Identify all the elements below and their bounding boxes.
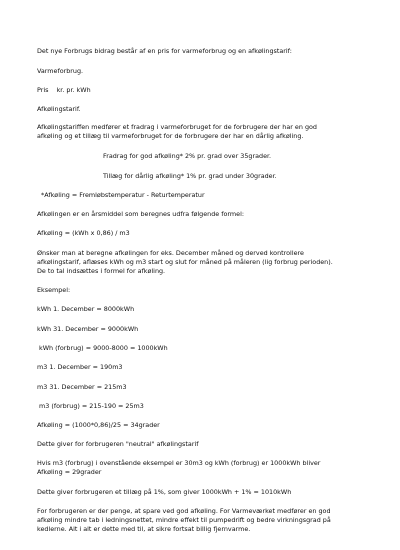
tillaeg-result-line: Dette giver forbrugeren et tillæg på 1%, som giver 1000kWh + 1% = 1010kWh — [37, 488, 292, 496]
final-paragraph-line-1: For forbrugeren er der penge, at spare ved god afkøling. For Varmeværket medfører en god — [37, 507, 331, 515]
neutral-tarif-line: Dette giver for forbrugeren "neutral" afkølingstarif — [37, 440, 199, 448]
kwh-1-december: kWh 1. December = 8000kWh — [37, 305, 135, 313]
hvis-line-1: Hvis m3 (forbrug) i ovenstående eksempel er 30m3 og kWh (forbrug) er 1000kWh bliver — [37, 459, 321, 467]
afkoelingstarif-desc-line-1: Afkølingstariffen medfører et fradrag i varmeforbruget for de forbrugere der har en god — [37, 123, 317, 131]
calc-instruction-line-3: De to tal indsættes i formel for afkøling. — [37, 267, 166, 275]
example-heading: Eksempel: — [37, 286, 71, 294]
hvis-line-2: Afkøling = 29grader — [37, 468, 102, 476]
kwh-31-december: kWh 31. December = 9000kWh — [37, 325, 139, 333]
kwh-forbrug: kWh (forbrug) = 9000-8000 = 1000kWh — [39, 344, 168, 352]
m3-forbrug: m3 (forbrug) = 215-190 = 25m3 — [39, 402, 144, 410]
afkoelingstarif-heading: Afkølingstarif. — [37, 105, 81, 113]
fradrag-line: Fradrag for god afkøling* 2% pr. grad over 35grader. — [103, 152, 272, 160]
final-paragraph-line-3: kedlerne. Alt i alt er dette med til, at sikre fortsat billig fjernvarme. — [37, 525, 251, 533]
calc-instruction-line-1: Ønsker man at beregne afkølingen for eks. December måned og derved kontrollere — [37, 249, 304, 257]
tillaeg-line: Tillæg for dårlig afkøling* 1% pr. grad under 30grader. — [103, 172, 277, 180]
afkoelingstarif-desc-line-2: afkøling og et tillæg til varmeforbruget for de forbrugere der har en dårlig afkøling. — [37, 132, 304, 140]
final-paragraph-line-2: afkøling mindre tab i ledningsnettet, mindre effekt til pumpedrift og bedre virkningsgrad på — [37, 516, 331, 524]
intro-text: Det nye Forbrugs bidrag består af en pris for varmeforbrug og en afkølingstarif: — [37, 47, 292, 55]
formula-line: Afkøling = (kWh x 0,86) / m3 — [37, 229, 130, 237]
calc-instruction-line-2: afkølingstarif, aflæses kWh og m3 start og slut for måned på måleren (lig forbrug perioden). — [37, 258, 333, 266]
m3-31-december: m3 31. December = 215m3 — [37, 383, 127, 391]
formula-intro: Afkølingen er en årsmiddel som beregnes udfra følgende formel: — [37, 210, 244, 218]
afkoeling-result: Afkøling = (1000*0,86)/25 = 34grader — [37, 421, 160, 429]
varmeforbrug-heading: Varmeforbrug. — [37, 67, 84, 75]
pris-line: Pris kr. pr. kWh — [37, 86, 91, 94]
m3-1-december: m3 1. December = 190m3 — [37, 363, 123, 371]
afkoeling-footnote: *Afkøling = Fremløbstemperatur - Returtemperatur — [41, 191, 205, 199]
